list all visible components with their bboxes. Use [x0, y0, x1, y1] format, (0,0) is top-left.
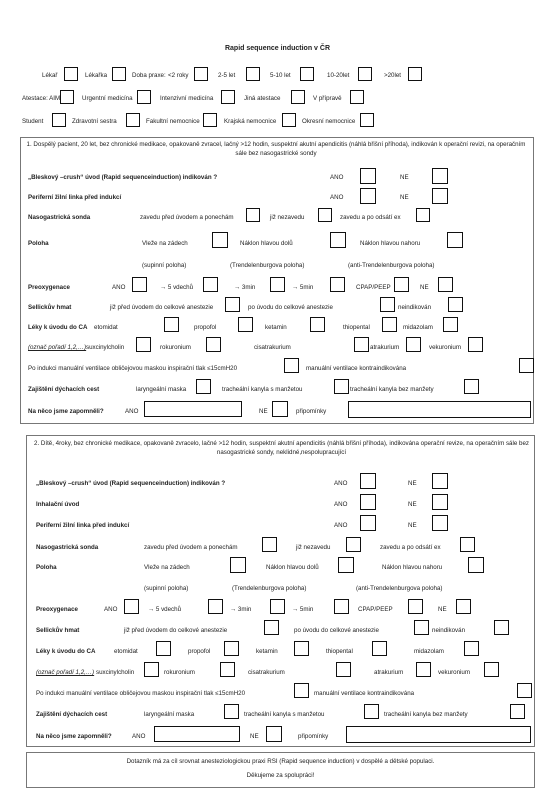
s1-airway-opt3-checkbox[interactable]	[464, 379, 479, 394]
s2-drug-atrakurium-box[interactable]	[416, 662, 431, 677]
s2-periph-ano-label: ANO	[334, 522, 348, 529]
s2-crush-ano-label: ANO	[334, 480, 348, 487]
s2-pos-opt3-checkbox[interactable]	[468, 557, 484, 573]
s1-forgot-ne-label: NE	[259, 408, 268, 415]
s1-forgot-ne-checkbox[interactable]	[272, 401, 288, 417]
section-1-intro: 1. Dospělý pacient, 20 let, bez chronické medikace, opakovaně zvracel, lačný >12 hodin, suspektní akutní apendicitis (náhlá břišní příhoda), indikován k operační revizi, na operačním sále bez nasogastrické sondy	[26, 141, 526, 157]
s1-periph-question: Periferní žilní linka před indukcí	[28, 194, 122, 201]
s1-drug-cisatrakurium: cisatrakurium	[254, 344, 291, 351]
s2-airway-opt1-checkbox[interactable]	[224, 704, 239, 719]
s1-preox-label: Preoxygenace	[28, 284, 70, 291]
s2-drug-suxcinylcholin: suxcinylcholin	[96, 669, 135, 676]
s2-pos-sub2: (Trendelenburgova poloha)	[232, 585, 307, 592]
s1-preox-ano: ANO	[112, 284, 126, 291]
s2-airway-opt2-checkbox[interactable]	[364, 704, 379, 719]
s2-vent-contra: manuální ventilace kontraindikována	[314, 690, 415, 697]
s1-forgot-question: Na něco jsme zapomněli?	[28, 408, 104, 415]
s2-inhal-question: Inhalační úvod	[36, 501, 80, 508]
s1-drug-vekuronium: vekuronium	[429, 344, 461, 351]
s2-airway-opt2: tracheální kanyla s manžetou	[244, 711, 325, 718]
s2-sellick-opt3-checkbox[interactable]	[494, 620, 509, 635]
s1-pos-opt2: Náklon hlavou dolů	[240, 240, 293, 247]
s2-periph-ano-checkbox[interactable]	[360, 515, 376, 531]
s1-drug-midazolam-box[interactable]	[443, 317, 458, 332]
s2-drug-propofol-box[interactable]	[224, 641, 239, 656]
s2-crush-ano-checkbox[interactable]	[360, 473, 376, 489]
s2-inhal-ne-label: NE	[408, 501, 417, 508]
s1-remarks-label: připomínky	[296, 408, 327, 415]
s1-sellick-opt3-checkbox[interactable]	[448, 297, 463, 312]
s2-drug-etomidat: etomidat	[114, 648, 138, 655]
label-intenzivni: Intenzivní medicína	[160, 95, 214, 102]
s2-drug-cisatrakurium-box[interactable]	[336, 662, 351, 677]
s1-drug-atrakurium-box[interactable]	[406, 337, 421, 352]
s1-preox-ne-checkbox[interactable]	[438, 277, 453, 292]
label-zdravotni-sestra: Zdravotní sestra	[72, 118, 117, 125]
s2-drug-atrakurium: atrakurium	[374, 669, 404, 676]
s1-pos-opt2-checkbox[interactable]	[330, 232, 346, 248]
s1-remarks-field[interactable]	[348, 401, 531, 418]
checkbox-praxe-2-5[interactable]	[246, 67, 260, 81]
s1-pos-sub3: (anti-Trendelenburgova poloha)	[348, 262, 435, 269]
s1-sellick-opt2-checkbox[interactable]	[380, 297, 395, 312]
s2-sellick-opt1-checkbox[interactable]	[264, 620, 279, 635]
s2-ng-opt1: zavedu před úvodem a ponechám	[144, 544, 238, 551]
label-lekarka: Lékařka	[85, 72, 108, 79]
checkbox-lekar[interactable]	[64, 67, 78, 81]
s2-drugs-label: Léky k úvodu do CA	[36, 648, 96, 655]
s2-preox-ne: NE	[438, 606, 447, 613]
s2-crush-ne-checkbox[interactable]	[432, 473, 448, 489]
s1-airway-opt3: tracheální kanyla bez manžety	[350, 386, 434, 393]
s1-sellick-opt1-checkbox[interactable]	[225, 297, 240, 312]
s1-airway-label: Zajištění dýchacích cest	[28, 386, 100, 393]
checkbox-jina-atestace[interactable]	[291, 90, 305, 104]
s1-crush-ne-checkbox[interactable]	[432, 168, 448, 184]
s2-sellick-opt3: neindikován	[432, 627, 466, 634]
footer-line-1: Dotazník má za cíl srovnat anesteziologickou praxi RSI (Rapid sequence induction) v dospělé a dětské populaci.	[126, 758, 435, 765]
s2-preox-3min: → 3min	[230, 606, 252, 613]
s2-preox-cpap: CPAP/PEEP	[358, 606, 393, 613]
s2-drug-midazolam-box[interactable]	[464, 641, 479, 656]
s2-preox-label: Preoxygenace	[36, 606, 78, 613]
s2-preox-5vdechu-checkbox[interactable]	[208, 599, 223, 614]
s1-drug-cisatrakurium-box[interactable]	[354, 337, 369, 352]
s1-drug-midazolam: midazolam	[403, 324, 433, 331]
s1-drug-rokuronium: rokuronium	[160, 344, 191, 351]
checkbox-v-priprave[interactable]	[350, 90, 364, 104]
s2-ng-opt3: zavedu a po odsátí ex	[380, 544, 441, 551]
s2-drug-vekuronium-box[interactable]	[484, 662, 499, 677]
s1-vent-contra: manuální ventilace kontraindikována	[306, 365, 407, 372]
s1-sellick-opt3: neindikován	[398, 304, 432, 311]
s1-pos-opt3: Náklon hlavou nahoru	[360, 240, 421, 247]
s1-ng-opt2-checkbox[interactable]	[318, 208, 332, 222]
s2-ng-label: Nasogastrická sonda	[36, 544, 99, 551]
s2-pos-opt2: Náklon hlavou dolů	[266, 564, 319, 571]
s1-periph-ne-label: NE	[400, 194, 409, 201]
s2-crush-ne-label: NE	[408, 480, 417, 487]
s2-drug-midazolam: midazolam	[414, 648, 444, 655]
s1-drug-etomidat-box[interactable]	[164, 317, 179, 332]
label-fakultni: Fakultní nemocnice	[146, 118, 200, 125]
s1-drug-rokuronium-box[interactable]	[206, 337, 221, 352]
s1-crush-question: „Bleskový –crush“ úvod (Rapid sequenceinduction) indikován ?	[28, 174, 218, 181]
s1-drugs-label: Léky k úvodu do CA	[28, 324, 88, 331]
label-doba-praxe: Doba praxe:	[132, 72, 166, 79]
label-okresni: Okresní nemocnice	[302, 118, 356, 125]
label-student: Student	[22, 118, 44, 125]
s2-remarks-label: připomínky	[298, 733, 329, 740]
s1-vent-checkbox[interactable]	[284, 358, 299, 373]
s2-order-label: (označ pořadí 1,2,…)	[36, 669, 95, 676]
s1-preox-5min: → 5min	[292, 284, 314, 291]
section-2-intro: 2. Dítě, 4roky, bez chronické medikace, opakovaně zvracelo, lačné >12 hodin, suspektní akutní apendicitis (náhlá břišní příhoda), indikována operační revize, na operačním sále bez nasogastrické sondy, neklidné,nespolupracující	[34, 440, 529, 456]
s1-vent-question: Po indukci manuální ventilace obličejovou maskou inspirační tlak ≤15cmH20	[28, 365, 238, 372]
checkbox-zdravotni-sestra[interactable]	[126, 113, 140, 127]
s2-preox-ano-checkbox[interactable]	[124, 599, 139, 614]
s1-forgot-ano-label: ANO	[125, 408, 139, 415]
label-praxe-gt20: >20let	[384, 72, 402, 79]
page-title: Rapid sequence induction v ČR	[224, 45, 330, 52]
s1-ng-label: Nasogastrická sonda	[28, 214, 91, 221]
s1-drug-propofol: propofol	[194, 324, 217, 331]
s1-vent-contra-checkbox[interactable]	[519, 358, 534, 373]
s2-preox-5min: → 5min	[292, 606, 314, 613]
s1-pos-opt3-checkbox[interactable]	[447, 232, 463, 248]
s1-drug-etomidat: etomidat	[94, 324, 118, 331]
checkbox-student[interactable]	[52, 113, 66, 127]
s1-airway-opt2: tracheální kanyla s manžetou	[222, 386, 303, 393]
s2-sellick-opt2-checkbox[interactable]	[414, 620, 429, 635]
s1-crush-ne-label: NE	[400, 174, 409, 181]
checkbox-lekarka[interactable]	[112, 67, 126, 81]
s1-ng-opt1-checkbox[interactable]	[246, 208, 260, 222]
s2-forgot-ano-label: ANO	[132, 733, 146, 740]
label-praxe-lt2: <2 roky	[168, 72, 189, 79]
s2-drug-rokuronium: rokuronium	[164, 669, 195, 676]
checkbox-praxe-10-20[interactable]	[358, 67, 372, 81]
label-praxe-10-20: 10-20let	[327, 72, 350, 79]
checkbox-urgentni[interactable]	[137, 90, 151, 104]
s1-crush-ano-checkbox[interactable]	[360, 168, 376, 184]
s1-preox-3min-checkbox[interactable]	[270, 277, 285, 292]
s1-preox-5vdechu-checkbox[interactable]	[203, 277, 218, 292]
label-urgentni: Urgentní medicína	[82, 95, 133, 102]
s2-forgot-ne-label: NE	[250, 733, 259, 740]
s2-drug-suxcinylcholin-box[interactable]	[144, 662, 159, 677]
s1-sellick-opt2: po úvodu do celkové anestezie	[248, 304, 333, 311]
checkbox-intenzivni[interactable]	[221, 90, 235, 104]
s2-drug-cisatrakurium: cisatrakurium	[248, 669, 285, 676]
s2-vent-contra-checkbox[interactable]	[517, 683, 532, 698]
s2-preox-5min-checkbox[interactable]	[334, 599, 349, 614]
s2-forgot-ne-checkbox[interactable]	[266, 726, 282, 742]
s1-sellick-label: Sellickův hmat	[28, 304, 72, 311]
s2-airway-opt1: laryngeální maska	[144, 711, 195, 718]
s2-sellick-opt2: po úvodu do celkové anestezie	[294, 627, 379, 634]
s2-ng-opt2-checkbox[interactable]	[346, 537, 361, 552]
s1-pos-sub1: (supinní poloha)	[142, 262, 187, 269]
s2-pos-opt3: Náklon hlavou nahoru	[382, 564, 443, 571]
s2-drug-etomidat-box[interactable]	[156, 641, 171, 656]
label-praxe-2-5: 2-5 let	[218, 72, 236, 79]
s1-ng-opt1: zavedu před úvodem a ponechám	[140, 214, 234, 221]
s2-forgot-ano-field[interactable]	[154, 726, 240, 742]
s1-pos-sub2: (Trendelenburgova poloha)	[230, 262, 305, 269]
s2-pos-label: Poloha	[36, 564, 57, 571]
s2-ng-opt3-checkbox[interactable]	[460, 537, 475, 552]
s2-vent-question: Po indukci manuální ventilace obličejovou maskou inspirační tlak ≤15cmH20	[36, 690, 246, 697]
s2-inhal-ano-label: ANO	[334, 501, 348, 508]
s2-inhal-ne-checkbox[interactable]	[432, 494, 448, 510]
label-lekar: Lékař	[42, 72, 58, 79]
s1-forgot-ano-field[interactable]	[144, 401, 242, 417]
label-krajska: Krajská nemocnice	[224, 118, 277, 125]
s1-preox-ano-checkbox[interactable]	[132, 277, 147, 292]
label-v-priprave: V přípravě	[313, 95, 342, 102]
s1-ng-opt2: již nezavedu	[270, 214, 305, 221]
s2-preox-5vdechu: → 5 vdechů	[148, 606, 182, 613]
s2-forgot-question: Na něco jsme zapomněli?	[36, 733, 112, 740]
s1-airway-opt1-checkbox[interactable]	[196, 379, 211, 394]
s2-drug-ketamin: ketamin	[256, 648, 278, 655]
s2-drug-thiopental: thiopental	[326, 648, 353, 655]
s2-drug-rokuronium-box[interactable]	[220, 662, 235, 677]
s1-drug-thiopental: thiopental	[343, 324, 370, 331]
s1-pos-opt1: Vleže na zádech	[142, 240, 188, 247]
s1-preox-cpap: CPAP/PEEP	[356, 284, 391, 291]
checkbox-praxe-gt20[interactable]	[408, 67, 422, 81]
s2-preox-ne-checkbox[interactable]	[456, 599, 471, 614]
s2-periph-ne-checkbox[interactable]	[432, 515, 448, 531]
s1-order-label: (označ pořadí 1,2,…)	[28, 344, 87, 351]
s1-periph-ano-checkbox[interactable]	[360, 188, 376, 204]
s1-preox-ne: NE	[420, 284, 429, 291]
s2-airway-label: Zajištění dýchacích cest	[36, 711, 108, 718]
s1-drug-propofol-box[interactable]	[238, 317, 253, 332]
s1-drug-thiopental-box[interactable]	[382, 317, 397, 332]
checkbox-praxe-5-10[interactable]	[300, 67, 314, 81]
checkbox-krajska[interactable]	[282, 113, 296, 127]
s1-pos-label: Poloha	[28, 240, 49, 247]
s1-preox-5vdechu: → 5 vdechů	[160, 284, 194, 291]
s1-preox-3min: → 3min	[234, 284, 256, 291]
s2-airway-opt3: tracheální kanyla bez manžety	[384, 711, 468, 718]
footer-line-2: Děkujeme za spolupráci!	[246, 772, 315, 779]
s1-periph-ano-label: ANO	[330, 194, 344, 201]
s2-pos-opt1-checkbox[interactable]	[230, 557, 246, 573]
s2-remarks-field[interactable]	[346, 726, 531, 743]
s2-ng-opt2: již nezavedu	[296, 544, 331, 551]
s2-ng-opt1-checkbox[interactable]	[262, 537, 277, 552]
s2-pos-sub1: (supinní poloha)	[144, 585, 189, 592]
s2-sellick-opt1: již před úvodem do celkové anestezie	[124, 627, 228, 634]
s2-vent-checkbox[interactable]	[294, 683, 309, 698]
s1-drug-atrakurium: atrakurium	[370, 344, 400, 351]
s1-preox-cpap-checkbox[interactable]	[394, 277, 409, 292]
s1-airway-opt1: laryngeální maska	[136, 386, 187, 393]
checkbox-atestace-aim[interactable]	[60, 90, 74, 104]
s2-inhal-ano-checkbox[interactable]	[360, 494, 376, 510]
s2-drug-thiopental-box[interactable]	[372, 641, 387, 656]
checkbox-okresni[interactable]	[360, 113, 374, 127]
s1-drug-ketamin: ketamin	[265, 324, 287, 331]
label-praxe-5-10: 5-10 let	[270, 72, 291, 79]
s2-periph-ne-label: NE	[408, 522, 417, 529]
s2-sellick-label: Sellickův hmat	[36, 627, 80, 634]
s2-preox-3min-checkbox[interactable]	[270, 599, 285, 614]
s1-drug-ketamin-box[interactable]	[310, 317, 325, 332]
s2-pos-sub3: (anti-Trendelenburgova poloha)	[356, 585, 443, 592]
s1-drug-vekuronium-box[interactable]	[468, 337, 483, 352]
s1-drug-suxcinylcholin-box[interactable]	[136, 337, 151, 352]
s2-preox-ano: ANO	[104, 606, 118, 613]
s2-preox-cpap-checkbox[interactable]	[408, 599, 423, 614]
label-jina-atestace: Jiná atestace	[244, 95, 281, 102]
s2-airway-opt3-checkbox[interactable]	[510, 704, 525, 719]
s2-drug-vekuronium: vekuronium	[438, 669, 470, 676]
s1-airway-opt2-checkbox[interactable]	[334, 379, 349, 394]
s2-crush-question: „Bleskový –crush“ úvod (Rapid sequenceinduction) indikován ?	[36, 480, 226, 487]
checkbox-fakultni[interactable]	[203, 113, 217, 127]
label-atestace-aim: Atestace: AIM	[22, 95, 61, 102]
s1-ng-opt3: zavedu a po odsátí ex	[340, 214, 401, 221]
s1-crush-ano-label: ANO	[330, 174, 344, 181]
s2-pos-opt1: Vleže na zádech	[144, 564, 190, 571]
s2-drug-propofol: propofol	[188, 648, 211, 655]
s1-periph-ne-checkbox[interactable]	[432, 188, 448, 204]
checkbox-praxe-lt2[interactable]	[194, 67, 208, 81]
s1-preox-5min-checkbox[interactable]	[330, 277, 345, 292]
s2-periph-question: Periferní žilní linka před indukcí	[36, 522, 130, 529]
s1-sellick-opt1: již před úvodem do celkové anestezie	[110, 304, 214, 311]
s1-pos-opt1-checkbox[interactable]	[212, 232, 228, 248]
s1-drug-suxcinylcholin: suxcinylcholin	[86, 344, 125, 351]
s2-drug-ketamin-box[interactable]	[294, 641, 309, 656]
s1-ng-opt3-checkbox[interactable]	[416, 208, 430, 222]
s2-pos-opt2-checkbox[interactable]	[338, 557, 354, 573]
